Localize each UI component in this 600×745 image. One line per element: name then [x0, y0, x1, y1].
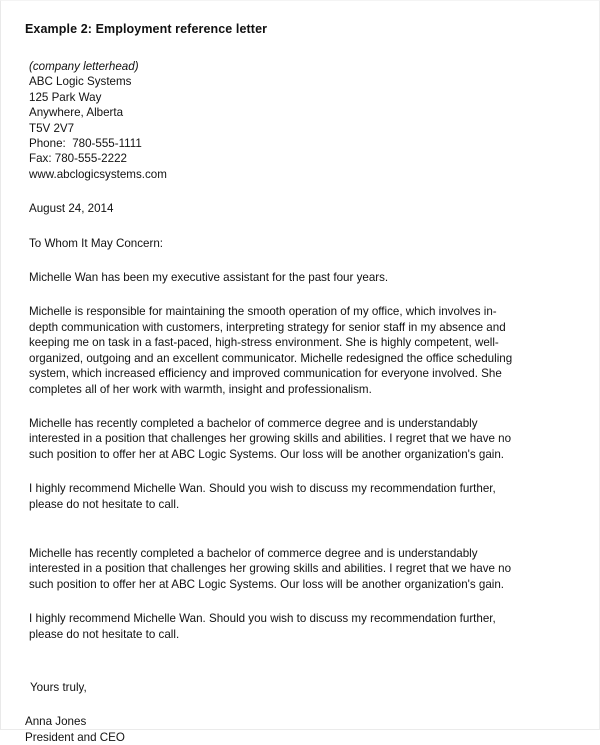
signature-name: Anna Jones	[25, 715, 87, 729]
paragraph-line: Michelle has recently completed a bachelor of commerce degree and is understandably	[29, 546, 478, 560]
paragraph-line: such position to offer her at ABC Logic Systems. Our loss will be another organization's gain.	[29, 447, 505, 461]
paragraph-line: Michelle Wan has been my executive assistant for the past four years.	[29, 271, 389, 285]
paragraph-responsibilities	[29, 304, 575, 396]
paragraph-education-2	[29, 546, 575, 592]
paragraph-line: Michelle is responsible for maintaining the smooth operation of my office, which involves in-	[29, 305, 497, 319]
letter-date: August 24, 2014	[29, 202, 114, 216]
letter-sheet	[1, 1, 599, 744]
paragraph-line: I highly recommend Michelle Wan. Should you wish to discuss my recommendation further,	[29, 482, 496, 496]
paragraph-recommendation-2	[29, 611, 575, 642]
signature-title: President and CEO	[25, 730, 125, 744]
paragraph-intro	[29, 270, 575, 285]
letterhead-note: (company letterhead)	[29, 60, 139, 73]
letterhead-fax: Fax: 780-555-2222	[29, 152, 127, 166]
paragraph-line: Michelle has recently completed a bachelor of commerce degree and is understandably	[29, 416, 478, 430]
letter-salutation: To Whom It May Concern:	[29, 236, 164, 250]
paragraph-line: system, which increased efficiency and improved communication for everyone involved. She	[29, 367, 502, 381]
paragraph-recommendation-1	[29, 481, 575, 512]
paragraph-line: depth communication with customers, interpreting strategy for senior staff in my absence and	[29, 320, 506, 334]
letterhead-website: www.abclogicsystems.com	[29, 167, 167, 181]
letterhead-phone: Phone: 780-555-1111	[29, 137, 142, 151]
paragraph-line: please do not hesitate to call.	[29, 497, 180, 511]
paragraph-line: please do not hesitate to call.	[29, 627, 180, 641]
letterhead-street: 125 Park Way	[29, 90, 102, 104]
paragraph-line: interested in a position that challenges her growing skills and abilities. I regret that we have no	[29, 432, 512, 446]
paragraph-line: organized, outgoing and an excellent communicator. Michelle redesigned the office scheduling	[29, 351, 513, 365]
page-title: Example 2: Employment reference letter	[25, 22, 268, 36]
signature-block	[25, 714, 575, 745]
letterhead-company: ABC Logic Systems	[29, 75, 132, 89]
paragraph-line: keeping me on task in a fast-paced, high-stress environment. She is highly competent, well-	[29, 336, 499, 350]
paragraph-line: completes all of her work with warmth, insight and professionalism.	[29, 382, 372, 396]
letter-closing: Yours truly,	[30, 680, 87, 694]
paragraph-line: I highly recommend Michelle Wan. Should you wish to discuss my recommendation further,	[29, 612, 496, 626]
paragraph-line: interested in a position that challenges her growing skills and abilities. I regret that we have no	[29, 562, 512, 576]
paragraph-education-1	[29, 416, 575, 462]
letterhead-postal-code: T5V 2V7	[29, 121, 75, 135]
letterhead-city-province: Anywhere, Alberta	[29, 106, 124, 120]
letterhead-block	[29, 59, 575, 182]
paragraph-line: such position to offer her at ABC Logic Systems. Our loss will be another organization's gain.	[29, 577, 505, 591]
